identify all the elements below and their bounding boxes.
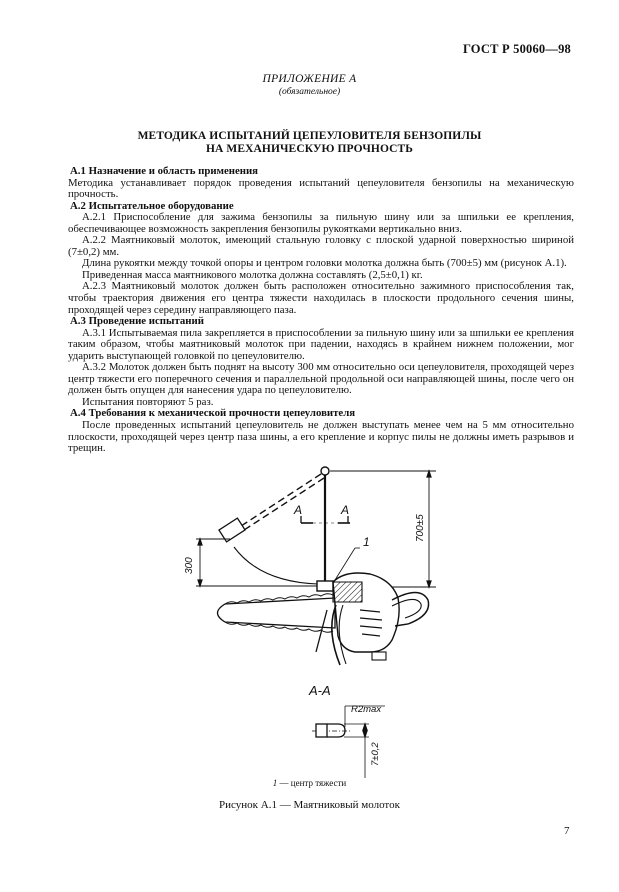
paragraph-a3-2-repeat: Испытания повторяют 5 раз. (82, 395, 214, 408)
paragraph-a1: Методика устанавливает порядок проведения испытаний цепеуловителя бензопилы на механическую прочность. (68, 176, 574, 201)
callout-number: 1 (363, 535, 370, 549)
heading-a1: А.1 Назначение и область применения (70, 165, 259, 177)
paragraph-a4: После проведенных испытаний цепеуловитель не должен выступать менее чем на 5 мм относительно плоскости, проходящей через центр паза шины, а его крепление и корпус пилы не должны иметь разрывов и трещин. (68, 419, 574, 455)
dimension-width: 7±0,2 (370, 742, 381, 766)
paragraph-a2-2-length: Длина рукоятки между точкой опоры и центром головки молотка должна быть (700±5) мм (рисунок А.1). (82, 257, 567, 270)
heading-a4: А.4 Требования к механической прочности цепеуловителя (70, 407, 356, 420)
appendix-subtitle: (обязательное) (278, 87, 341, 97)
dimension-300: 300 (184, 557, 195, 574)
section-title-line-1: МЕТОДИКА ИСПЫТАНИЙ ЦЕПЕУЛОВИТЕЛЯ БЕНЗОПИЛЫ (137, 130, 482, 142)
paragraph-a2-2: А.2.2 Маятниковый молоток, имеющий стальную головку с плоской ударной поверхностью шириной (7±0,2) мм. (68, 234, 574, 258)
appendix-title: ПРИЛОЖЕНИЕ А (262, 73, 357, 85)
section-title-line-2: НА МЕХАНИЧЕСКУЮ ПРОЧНОСТЬ (205, 143, 414, 155)
document-code: ГОСТ Р 50060—98 (462, 42, 571, 56)
legend-text: — центр тяжести (277, 778, 347, 788)
dimension-700: 700±5 (415, 514, 426, 542)
heading-a3: А.3 Проведение испытаний (70, 315, 204, 328)
legend-number: 1 (272, 778, 278, 788)
dimension-radius: R2max (351, 704, 382, 715)
section-marker-right: А (341, 503, 350, 517)
section-marker-left: А (294, 503, 303, 517)
paragraph-a3-1: А.3.1 Испытываемая пила закрепляется в приспособлении за пильную шину или за шпильки ее крепления таким образом, чтобы маятниковый молоток при падении, находясь в крайнем нижнем положении, мог ударить выступающей головкой по цепеуловителю. (68, 326, 574, 362)
paragraph-a2-1: А.2.1 Приспособление для зажима бензопилы за пильную шину или за шпильки ее крепления, обеспечивающее возможность закрепления бензопилы рукоятками вертикально вниз. (68, 211, 574, 235)
heading-a2: А.2 Испытательное оборудование (70, 199, 234, 212)
figure-caption: Рисунок А.1 — Маятниковый молоток (219, 799, 400, 811)
paragraph-a2-3: А.2.3 Маятниковый молоток должен быть расположен относительно зажимного приспособления так, чтобы траектория движения его центра тяжести находилась в плоскости продольного сечения шины, проходящей через середину направляющего паза. (68, 280, 574, 316)
figure-legend (0, 778, 619, 788)
section-view-title: А-А (309, 683, 331, 698)
paragraph-a2-2-mass: Приведенная масса маятникового молотка должна составлять (2,5±0,1) кг. (82, 268, 423, 281)
paragraph-a3-2: А.3.2 Молоток должен быть поднят на высоту 300 мм относительно оси цепеуловителя, проходящей через центр тяжести его поперечного сечения и параллельной продольной оси направляющей шины, после чего он должен быть опущен для нанесения удара по цепеуловителю. (68, 361, 574, 397)
page-number: 7 (564, 825, 570, 837)
